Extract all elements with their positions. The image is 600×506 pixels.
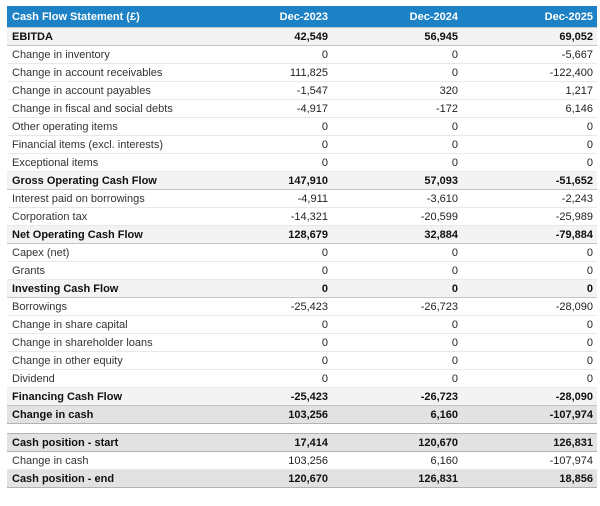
cell-value: 0	[202, 280, 332, 298]
cell-value: 0	[462, 280, 597, 298]
table-row	[7, 190, 597, 208]
cell-value: 0	[462, 118, 597, 136]
cell-value: 56,945	[332, 28, 462, 46]
cell-value: 0	[462, 262, 597, 280]
cell-value: 6,160	[332, 406, 462, 424]
row-label: Change in share capital	[7, 316, 202, 334]
table-row	[7, 406, 597, 424]
cell-value: -14,321	[202, 208, 332, 226]
cell-value: 0	[202, 316, 332, 334]
row-label: Change in account receivables	[7, 64, 202, 82]
cell-value: 42,549	[202, 28, 332, 46]
table-row	[7, 172, 597, 190]
row-label: Change in shareholder loans	[7, 334, 202, 352]
cell-value: -1,547	[202, 82, 332, 100]
cell-value: -3,610	[332, 190, 462, 208]
table-row	[7, 82, 597, 100]
cell-value: 0	[202, 370, 332, 388]
cell-value: 0	[332, 154, 462, 172]
row-label: Gross Operating Cash Flow	[7, 172, 202, 190]
cell-value: 0	[202, 118, 332, 136]
row-label: Exceptional items	[7, 154, 202, 172]
cell-value: 0	[332, 118, 462, 136]
cell-value: 6,146	[462, 100, 597, 118]
table-header-row	[7, 6, 597, 28]
row-label: Cash position - start	[7, 434, 202, 452]
table-row	[7, 388, 597, 406]
row-label: Interest paid on borrowings	[7, 190, 202, 208]
table-row	[7, 154, 597, 172]
row-label: Financing Cash Flow	[7, 388, 202, 406]
column-header-dec-2023: Dec-2023	[202, 6, 332, 28]
cell-value: 0	[462, 334, 597, 352]
row-label: Change in cash	[7, 406, 202, 424]
cell-value: -25,423	[202, 388, 332, 406]
cell-value: 103,256	[202, 452, 332, 470]
cell-value: -20,599	[332, 208, 462, 226]
table-row	[7, 352, 597, 370]
table-row	[7, 262, 597, 280]
cell-value: 0	[462, 352, 597, 370]
cell-value: 126,831	[462, 434, 597, 452]
cell-value: 6,160	[332, 452, 462, 470]
cell-value: 0	[332, 46, 462, 64]
row-label: Capex (net)	[7, 244, 202, 262]
cell-value: 0	[332, 352, 462, 370]
table-row	[7, 370, 597, 388]
cell-value: -26,723	[332, 298, 462, 316]
cell-value: 103,256	[202, 406, 332, 424]
cell-value: -4,911	[202, 190, 332, 208]
cell-value: 0	[462, 154, 597, 172]
table-row	[7, 244, 597, 262]
cell-value: 120,670	[202, 470, 332, 488]
cell-value: 0	[332, 280, 462, 298]
table-row	[7, 452, 597, 470]
cell-value: -28,090	[462, 298, 597, 316]
table-row	[7, 280, 597, 298]
cell-value: 0	[332, 244, 462, 262]
cell-value: 126,831	[332, 470, 462, 488]
row-label: Investing Cash Flow	[7, 280, 202, 298]
cell-value: -26,723	[332, 388, 462, 406]
cell-value: 0	[202, 262, 332, 280]
cell-value: -5,667	[462, 46, 597, 64]
cell-value: 120,670	[332, 434, 462, 452]
cell-value: 0	[202, 334, 332, 352]
table-row	[7, 226, 597, 244]
cell-value: -2,243	[462, 190, 597, 208]
row-label: Change in fiscal and social debts	[7, 100, 202, 118]
cell-value: -172	[332, 100, 462, 118]
column-header-dec-2025: Dec-2025	[462, 6, 597, 28]
cell-value: -28,090	[462, 388, 597, 406]
row-label: Financial items (excl. interests)	[7, 136, 202, 154]
cell-value: 18,856	[462, 470, 597, 488]
table-row	[7, 470, 597, 488]
cell-value: -122,400	[462, 64, 597, 82]
row-label: Grants	[7, 262, 202, 280]
cell-value: -107,974	[462, 452, 597, 470]
cell-value: 320	[332, 82, 462, 100]
table-row	[7, 136, 597, 154]
cell-value: 0	[462, 316, 597, 334]
cell-value: 0	[202, 46, 332, 64]
cell-value: 0	[332, 334, 462, 352]
table-row	[7, 46, 597, 64]
cell-value: 0	[462, 136, 597, 154]
cell-value: 69,052	[462, 28, 597, 46]
table-row	[7, 316, 597, 334]
table-row	[7, 298, 597, 316]
cell-value: -51,652	[462, 172, 597, 190]
row-label: Change in account payables	[7, 82, 202, 100]
table-row	[7, 28, 597, 46]
table-row	[7, 334, 597, 352]
cell-value: 128,679	[202, 226, 332, 244]
row-label: Corporation tax	[7, 208, 202, 226]
cell-value: 111,825	[202, 64, 332, 82]
row-label: Cash position - end	[7, 470, 202, 488]
row-label: Change in cash	[7, 452, 202, 470]
cell-value: 0	[202, 154, 332, 172]
cell-value: -25,989	[462, 208, 597, 226]
cell-value: -4,917	[202, 100, 332, 118]
cell-value: 0	[332, 370, 462, 388]
cell-value: -79,884	[462, 226, 597, 244]
table-row	[7, 118, 597, 136]
cell-value: 32,884	[332, 226, 462, 244]
cash-flow-table	[7, 6, 597, 488]
cell-value: 0	[332, 136, 462, 154]
cell-value: 0	[462, 244, 597, 262]
row-label: Change in inventory	[7, 46, 202, 64]
cell-value: 0	[332, 64, 462, 82]
cell-value: 0	[332, 316, 462, 334]
column-header-dec-2024: Dec-2024	[332, 6, 462, 28]
table-row	[7, 100, 597, 118]
table-title: Cash Flow Statement (£)	[7, 6, 202, 28]
cell-value: -107,974	[462, 406, 597, 424]
cell-value: 0	[332, 262, 462, 280]
cell-value: 17,414	[202, 434, 332, 452]
row-label: Net Operating Cash Flow	[7, 226, 202, 244]
cell-value: 147,910	[202, 172, 332, 190]
cell-value: 57,093	[332, 172, 462, 190]
table-row	[7, 64, 597, 82]
cell-value: 0	[202, 352, 332, 370]
row-label: Dividend	[7, 370, 202, 388]
cell-value: 0	[202, 136, 332, 154]
row-label: EBITDA	[7, 28, 202, 46]
row-label: Borrowings	[7, 298, 202, 316]
cell-value: -25,423	[202, 298, 332, 316]
row-label: Change in other equity	[7, 352, 202, 370]
cell-value: 0	[462, 370, 597, 388]
cell-value: 0	[202, 244, 332, 262]
section-spacer	[7, 424, 597, 434]
row-label: Other operating items	[7, 118, 202, 136]
cell-value: 1,217	[462, 82, 597, 100]
operating-investing-financing-section	[7, 28, 597, 424]
cash-position-section	[7, 434, 597, 488]
table-row	[7, 434, 597, 452]
table-row	[7, 208, 597, 226]
